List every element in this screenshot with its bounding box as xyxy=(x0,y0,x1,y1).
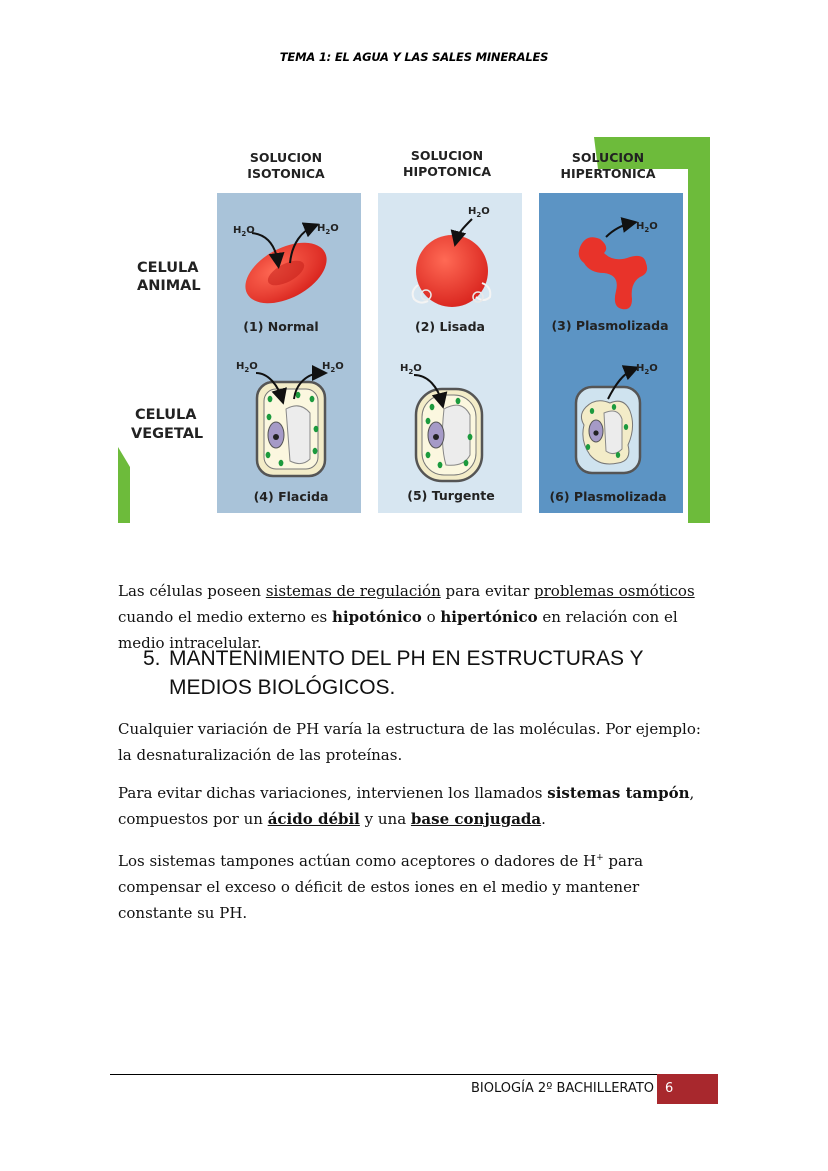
text-run: Los sistemas tampones actúan como aceptores o dadores de H xyxy=(118,852,597,870)
section-heading xyxy=(143,644,703,702)
text-bold: hipertónico xyxy=(440,608,538,626)
col-hypotonic-l2: HIPOTONICA xyxy=(402,164,492,179)
text-superscript: + xyxy=(596,853,604,863)
text-underlined: sistemas de regulación xyxy=(265,582,441,600)
row-plant-l2: VEGETAL xyxy=(131,426,204,442)
paragraph-ph-variation: Cualquier variación de PH varía la estructura de las moléculas. Por ejemplo: la desnaturalización de las proteínas. xyxy=(118,720,701,764)
text-run: y una xyxy=(359,810,411,828)
text-run: . xyxy=(541,810,546,828)
text-bold: sistemas tampón xyxy=(547,784,690,802)
h2o-label: $H_2O$ xyxy=(236,361,258,374)
h2o-label: $H_2O$ xyxy=(400,363,422,376)
plant-cell-turgid xyxy=(416,389,482,481)
osmosis-figure xyxy=(118,137,710,523)
paragraph-buffer-action xyxy=(118,845,718,926)
text-bold-underlined: ácido débil xyxy=(267,810,360,828)
text-run: o xyxy=(421,608,441,626)
cell-label-flacid: (4) Flacida xyxy=(253,489,329,504)
col-hypertonic-l2: HIPERTONICA xyxy=(560,166,656,181)
col-hypotonic-l1: SOLUCION xyxy=(410,148,484,163)
h2o-label: $H_2O$ xyxy=(636,221,658,234)
osmosis-diagram xyxy=(118,137,710,523)
text-run: cuando el medio externo es xyxy=(118,608,333,626)
paragraph-buffer-systems xyxy=(118,780,718,832)
text-bold: hipotónico xyxy=(332,608,422,626)
text-run: Las células poseen xyxy=(118,582,266,600)
plant-cell-flacid xyxy=(257,382,325,476)
page-number: 6 xyxy=(657,1074,718,1104)
h2o-label: $H_2O$ xyxy=(317,223,339,236)
h2o-label: $H_2O$ xyxy=(233,225,255,238)
cell-label-turgid: (5) Turgente xyxy=(407,488,495,503)
section-title: MANTENIMIENTO DEL PH EN ESTRUCTURAS Y MEDIOS BIOLÓGICOS. xyxy=(169,647,644,699)
cell-label-normal: (1) Normal xyxy=(243,319,319,334)
footer-label: BIOLOGÍA 2º BACHILLERATO xyxy=(471,1081,654,1096)
col-isotonic-l2: ISOTONICA xyxy=(247,166,325,181)
text-bold-underlined: base conjugada xyxy=(410,810,542,828)
text-underlined: problemas osmóticos xyxy=(534,582,695,600)
section-number: 5. xyxy=(143,647,161,670)
h2o-label: $H_2O$ xyxy=(322,361,344,374)
text-run: Para evitar dichas variaciones, intervienen los llamados xyxy=(118,784,548,802)
row-animal-l1: CELULA xyxy=(137,260,199,276)
text-run: para evitar xyxy=(440,582,535,600)
h2o-label: $H_2O$ xyxy=(468,206,490,219)
text-run: , compuestos por un xyxy=(118,784,695,828)
row-plant-l1: CELULA xyxy=(135,407,197,423)
cell-label-plasmolyzed-plant: (6) Plasmolizada xyxy=(549,489,667,504)
text-run: para compensar el exceso o déficit de estos iones en el medio y mantener constante su PH. xyxy=(118,852,644,922)
green-frame-left xyxy=(118,447,130,523)
h2o-label: $H_2O$ xyxy=(636,363,658,376)
row-animal-l2: ANIMAL xyxy=(137,278,201,294)
plant-cell-plasmolyzed xyxy=(576,387,640,473)
text-run: en relación con el medio intracelular. xyxy=(118,608,678,652)
col-hypertonic-l1: SOLUCION xyxy=(571,150,645,165)
cell-label-plasmolyzed-animal: (3) Plasmolizada xyxy=(551,318,669,333)
col-isotonic-l1: SOLUCION xyxy=(249,150,323,165)
page-header-title: TEMA 1: EL AGUA Y LAS SALES MINERALES xyxy=(279,50,549,64)
cell-label-lysed: (2) Lisada xyxy=(415,319,485,334)
footer-rule xyxy=(110,1074,718,1075)
